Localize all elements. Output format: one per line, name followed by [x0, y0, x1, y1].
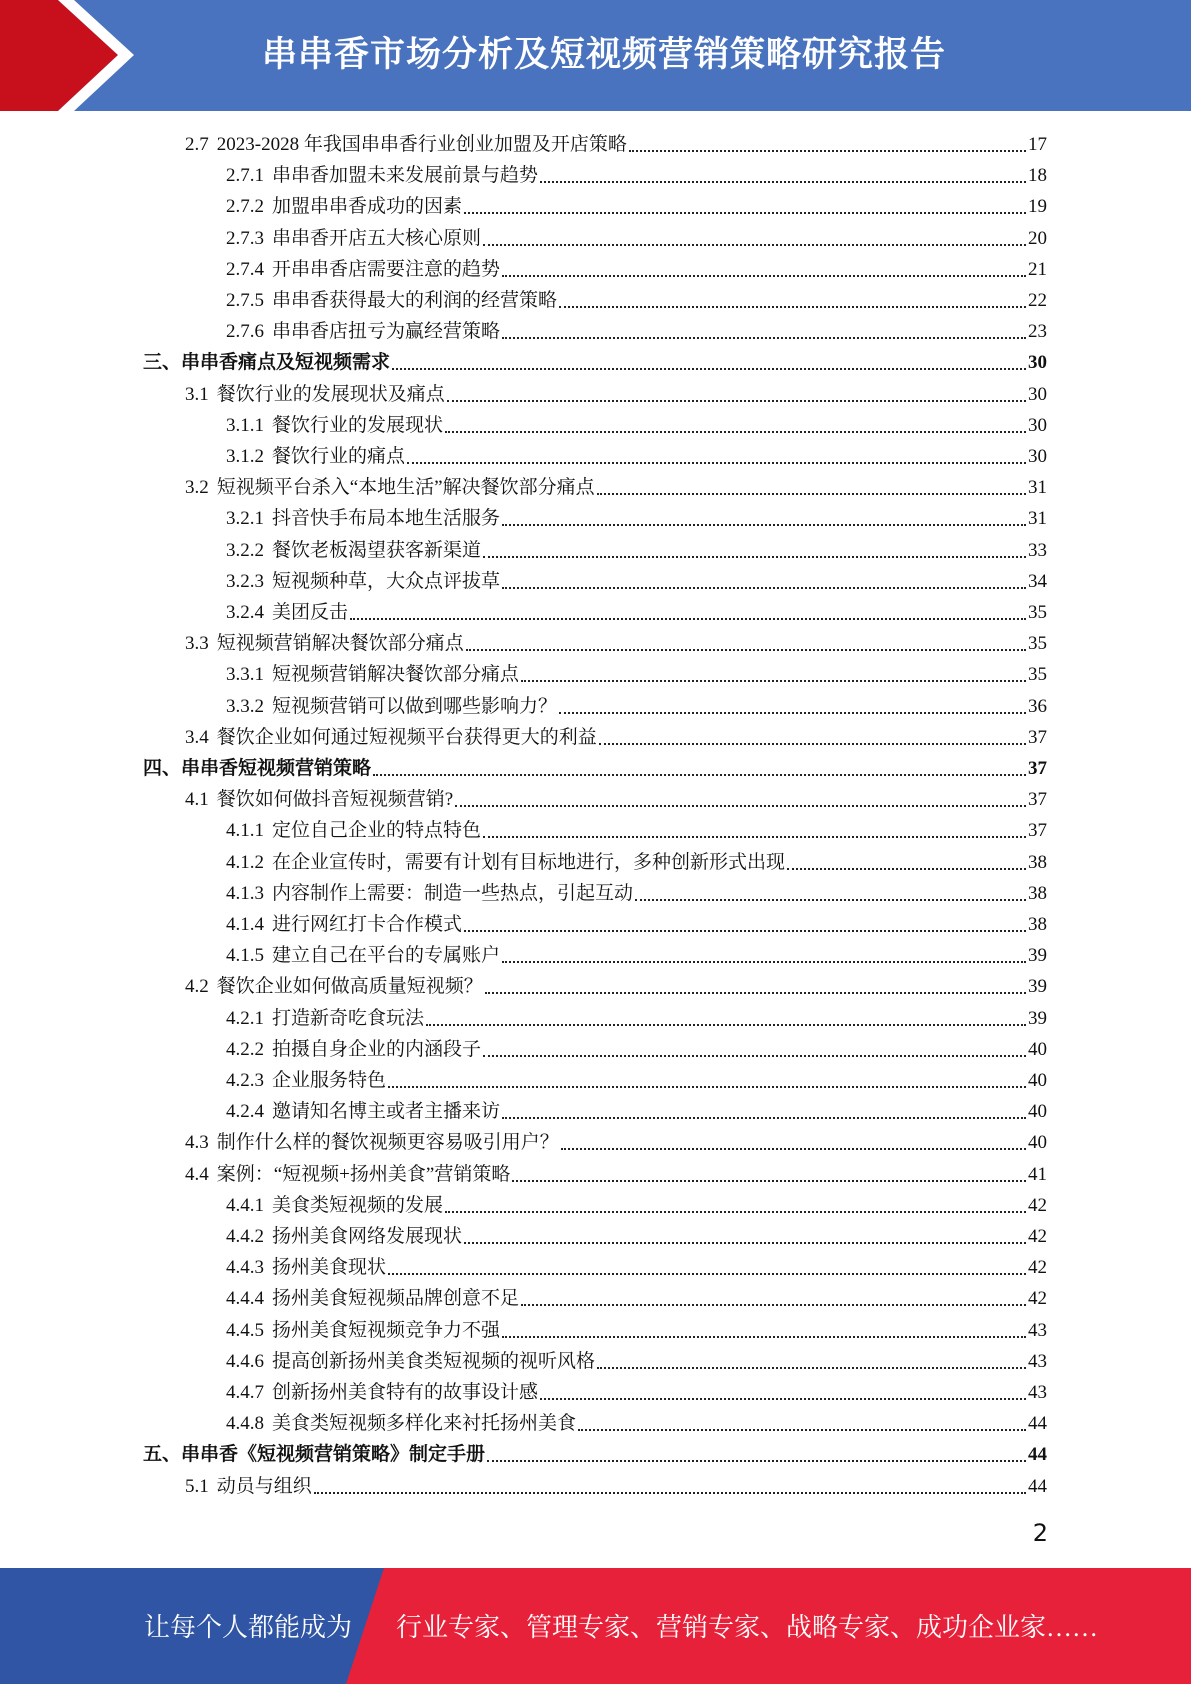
toc-dot-leader [540, 181, 1026, 183]
toc-entry[interactable] [226, 937, 1047, 968]
toc-dot-leader [578, 1429, 1026, 1431]
toc-entry-page: 42 [1028, 1257, 1047, 1279]
toc-entry-number: 4.1.3 [226, 882, 264, 904]
toc-entry-title: 餐饮行业的痛点 [272, 446, 406, 467]
toc-entry-number: 4.4.2 [226, 1226, 264, 1247]
toc-entry-page: 30 [1028, 446, 1047, 467]
toc-entry[interactable] [226, 407, 1047, 438]
toc-entry-title: 餐饮行业的发展现状 [272, 414, 444, 436]
toc-entry-page: 43 [1028, 1350, 1047, 1372]
toc-entry-page: 38 [1028, 882, 1047, 904]
toc-entry-page: 31 [1028, 477, 1047, 499]
toc-entry-number: 4.4 [185, 1163, 209, 1185]
toc-entry-page: 22 [1028, 290, 1047, 311]
toc-entry-number: 4.2.1 [226, 1007, 264, 1029]
toc-entry-page: 37 [1028, 789, 1047, 811]
toc-entry-number: 4.1.5 [226, 945, 264, 967]
toc-dot-leader [464, 1242, 1026, 1244]
report-title: 串串香市场分析及短视频营销策略研究报告 [262, 35, 947, 75]
toc-entry-title: 短视频营销可以做到哪些影响力？ [272, 695, 558, 717]
header-arrow-decoration [0, 0, 160, 111]
toc-dot-leader [561, 1148, 1026, 1150]
toc-entry[interactable] [226, 563, 1047, 594]
toc-entry-number: 4.2.2 [226, 1038, 264, 1060]
toc-entry-number: 3.3 [185, 633, 209, 655]
toc-dot-leader [445, 431, 1026, 433]
toc-entry-title: 串串香加盟未来发展前景与趋势 [272, 165, 539, 187]
toc-entry[interactable] [185, 469, 1047, 500]
toc-dot-leader [502, 587, 1026, 589]
toc-entry-number: 4.2 [185, 976, 209, 998]
toc-entry-number: 4.4.8 [226, 1413, 264, 1435]
toc-entry-page: 42 [1028, 1288, 1047, 1310]
toc-dot-leader [635, 899, 1026, 901]
toc-dot-leader [464, 212, 1026, 214]
toc-entry-title: 扬州美食短视频竞争力不强 [272, 1319, 501, 1341]
toc-entry-title: 拍摄自身企业的内涵段子 [272, 1038, 482, 1060]
toc-entry-number: 4.4.1 [226, 1194, 264, 1216]
toc-entry-title: 建立自己在平台的专属账户 [272, 945, 501, 967]
toc-entry-number: 4.4.4 [226, 1288, 264, 1310]
toc-dot-leader [521, 680, 1026, 682]
toc-entry-number: 4.1.4 [226, 914, 264, 935]
toc-entry-number: 4.4.5 [226, 1319, 264, 1341]
toc-entry-title: 扬州美食短视频品牌创意不足 [272, 1288, 520, 1310]
toc-entry[interactable] [185, 376, 1047, 407]
toc-dot-leader [350, 618, 1026, 620]
toc-entry-page: 37 [1028, 726, 1047, 748]
toc-entry[interactable] [226, 875, 1047, 906]
toc-entry-title: 三、串串香痛点及短视频需求 [143, 352, 391, 374]
toc-entry-title: 进行网红打卡合作模式 [272, 914, 463, 935]
toc-entry[interactable] [226, 157, 1047, 188]
toc-entry-title: 抖音快手布局本地生活服务 [272, 508, 501, 530]
toc-entry[interactable] [226, 688, 1047, 719]
toc-entry-title: 动员与组织 [216, 1475, 312, 1497]
toc-entry-page: 42 [1028, 1226, 1047, 1247]
toc-entry-page: 38 [1028, 851, 1047, 873]
toc-entry-number: 3.3.1 [226, 664, 264, 686]
toc-entry-page: 37 [1028, 758, 1047, 779]
toc-entry[interactable] [185, 968, 1047, 999]
toc-entry-number: 2.7.1 [226, 165, 264, 187]
toc-entry-title: 四、串串香短视频营销策略 [143, 758, 372, 779]
toc-entry-title: 短视频平台杀入“本地生活”解决餐饮部分痛点 [216, 477, 595, 499]
toc-dot-leader [502, 1336, 1026, 1338]
toc-entry-title: 串串香开店五大核心原则 [272, 227, 482, 249]
toc-entry-number: 3.1.2 [226, 446, 264, 467]
toc-entry-title: 2023-2028 年我国串串香行业创业加盟及开店策略 [216, 134, 627, 155]
toc-entry[interactable] [143, 344, 1047, 375]
toc-entry[interactable] [226, 1062, 1047, 1093]
toc-entry-title: 餐饮如何做抖音短视频营销? [216, 789, 454, 811]
toc-entry-number: 2.7.2 [226, 196, 264, 218]
toc-dot-leader [540, 1398, 1026, 1400]
toc-entry-page: 42 [1028, 1194, 1047, 1216]
toc-entry[interactable] [226, 220, 1047, 251]
toc-entry-number: 2.7 [185, 134, 209, 155]
toc-dot-leader [521, 1304, 1026, 1306]
toc-entry[interactable] [226, 1312, 1047, 1343]
toc-entry-number: 4.2.4 [226, 1101, 264, 1123]
toc-entry-title: 餐饮行业的发展现状及痛点 [216, 383, 445, 405]
toc-dot-leader [597, 493, 1026, 495]
toc-dot-leader [483, 1055, 1026, 1057]
toc-entry-title: 开串串香店需要注意的趋势 [272, 258, 501, 280]
toc-dot-leader [559, 306, 1026, 308]
toc-entry-page: 38 [1028, 914, 1047, 935]
toc-dot-leader [314, 1492, 1026, 1494]
toc-entry-title: 扬州美食网络发展现状 [272, 1226, 463, 1247]
toc-entry[interactable] [143, 750, 1047, 781]
toc-entry[interactable] [185, 1156, 1047, 1187]
toc-entry-page: 39 [1028, 976, 1047, 998]
toc-entry[interactable] [226, 282, 1047, 313]
toc-entry[interactable] [226, 188, 1047, 219]
toc-entry-number: 2.7.6 [226, 321, 264, 343]
toc-entry[interactable] [226, 532, 1047, 563]
toc-entry[interactable] [185, 1468, 1047, 1499]
page-header [0, 0, 1191, 111]
toc-dot-leader [483, 556, 1026, 558]
toc-entry-page: 35 [1028, 633, 1047, 655]
toc-entry-page: 34 [1028, 570, 1047, 592]
toc-dot-leader [388, 1086, 1026, 1088]
toc-entry[interactable] [226, 500, 1047, 531]
footer-slogan: 让每个人都能成为 [144, 1613, 353, 1642]
toc-entry-title: 美食类短视频多样化来衬托扬州美食 [272, 1413, 577, 1435]
toc-entry-page: 43 [1028, 1319, 1047, 1341]
toc-entry-number: 2.7.4 [226, 258, 264, 280]
toc-entry-number: 3.1 [185, 383, 209, 405]
toc-entry-number: 4.4.6 [226, 1350, 264, 1372]
toc-entry-page: 36 [1028, 695, 1047, 717]
toc-dot-leader [502, 275, 1026, 277]
toc-entry[interactable] [143, 1436, 1047, 1467]
toc-entry-number: 3.2.2 [226, 539, 264, 561]
toc-dot-leader [502, 524, 1026, 526]
toc-entry-number: 2.7.5 [226, 290, 264, 311]
toc-entry[interactable] [226, 1031, 1047, 1062]
footer-expert-list: 行业专家、管理专家、营销专家、战略专家、成功企业家…… [396, 1613, 1099, 1642]
toc-entry-title: 餐饮企业如何做高质量短视频？ [216, 976, 483, 998]
toc-entry[interactable] [185, 126, 1047, 157]
toc-entry[interactable] [226, 1374, 1047, 1405]
toc-entry-number: 3.2.1 [226, 508, 264, 530]
toc-entry-page: 21 [1028, 258, 1047, 280]
toc-entry-title: 创新扬州美食特有的故事设计感 [272, 1382, 539, 1403]
toc-dot-leader [373, 774, 1026, 776]
toc-entry-number: 4.3 [185, 1132, 209, 1154]
toc-entry-title: 短视频种草，大众点评拔草 [272, 570, 501, 592]
toc-entry-page: 40 [1028, 1101, 1047, 1123]
toc-dot-leader [629, 150, 1026, 152]
toc-entry-title: 美食类短视频的发展 [272, 1194, 444, 1216]
toc-entry-page: 23 [1028, 321, 1047, 343]
toc-dot-leader [464, 930, 1026, 932]
toc-entry[interactable] [185, 1124, 1047, 1155]
toc-entry-number: 3.4 [185, 726, 209, 748]
toc-entry-page: 30 [1028, 414, 1047, 436]
toc-entry[interactable] [226, 906, 1047, 937]
toc-entry[interactable] [226, 812, 1047, 843]
toc-entry-page: 17 [1028, 134, 1047, 155]
toc-entry-number: 3.1.1 [226, 414, 264, 436]
toc-entry-title: 餐饮老板渴望获客新渠道 [272, 539, 482, 561]
toc-entry-number: 4.1.1 [226, 820, 264, 842]
toc-entry-page: 44 [1028, 1413, 1047, 1435]
toc-dot-leader [388, 1273, 1026, 1275]
toc-dot-leader [407, 462, 1026, 464]
toc-dot-leader [787, 868, 1026, 870]
toc-entry-page: 39 [1028, 945, 1047, 967]
toc-entry-page: 43 [1028, 1382, 1047, 1403]
toc-entry[interactable] [185, 781, 1047, 812]
toc-entry-number: 4.1 [185, 789, 209, 811]
toc-entry-title: 案例：“短视频+扬州美食”营销策略 [216, 1163, 511, 1185]
toc-entry-page: 44 [1028, 1475, 1047, 1497]
toc-entry[interactable] [226, 1405, 1047, 1436]
toc-entry-number: 3.2.3 [226, 570, 264, 592]
toc-entry[interactable] [226, 594, 1047, 625]
toc-entry-number: 4.2.3 [226, 1070, 264, 1091]
toc-dot-leader [455, 805, 1026, 807]
toc-entry-number: 2.7.3 [226, 227, 264, 249]
toc-entry-number: 3.3.2 [226, 695, 264, 717]
toc-entry-title: 打造新奇吃食玩法 [272, 1007, 425, 1029]
toc-entry[interactable] [185, 625, 1047, 656]
toc-dot-leader [599, 743, 1026, 745]
toc-entry-title: 提高创新扬州美食类短视频的视听风格 [272, 1350, 596, 1372]
toc-entry-title: 餐饮企业如何通过短视频平台获得更大的利益 [216, 726, 597, 748]
toc-dot-leader [502, 961, 1026, 963]
toc-entry-title: 串串香店扭亏为赢经营策略 [272, 321, 501, 343]
toc-entry[interactable] [226, 1280, 1047, 1311]
toc-entry-number: 5.1 [185, 1475, 209, 1497]
toc-dot-leader [597, 1367, 1026, 1369]
toc-entry[interactable] [226, 1218, 1047, 1249]
toc-entry-title: 串串香获得最大的利润的经营策略 [272, 290, 558, 311]
page-footer [0, 1568, 1191, 1684]
toc-entry[interactable] [226, 438, 1047, 469]
toc-entry-page: 31 [1028, 508, 1047, 530]
toc-entry[interactable] [226, 313, 1047, 344]
toc-entry-page: 35 [1028, 602, 1047, 623]
toc-dot-leader [512, 1180, 1026, 1182]
toc-entry-title: 短视频营销解决餐饮部分痛点 [216, 633, 464, 655]
toc-entry-page: 40 [1028, 1070, 1047, 1091]
toc-entry-page: 30 [1028, 352, 1047, 374]
toc-dot-leader [445, 1211, 1026, 1213]
toc-entry-title: 在企业宣传时，需要有计划有目标地进行，多种创新形式出现 [272, 851, 786, 873]
toc-entry[interactable] [226, 1000, 1047, 1031]
toc-entry-page: 33 [1028, 539, 1047, 561]
toc-entry-title: 邀请知名博主或者主播来访 [272, 1101, 501, 1123]
toc-dot-leader [559, 712, 1026, 714]
toc-entry-page: 18 [1028, 165, 1047, 187]
toc-entry-number: 4.1.2 [226, 851, 264, 873]
toc-entry-page: 30 [1028, 383, 1047, 405]
toc-entry-page: 40 [1028, 1132, 1047, 1154]
toc-entry-title: 定位自己企业的特点特色 [272, 820, 482, 842]
toc-entry-page: 39 [1028, 1007, 1047, 1029]
toc-entry[interactable] [226, 1187, 1047, 1218]
toc-entry-number: 4.4.3 [226, 1257, 264, 1279]
toc-entry[interactable] [185, 719, 1047, 750]
toc-dot-leader [426, 1024, 1026, 1026]
toc-entry-title: 五、串串香《短视频营销策略》制定手册 [143, 1444, 486, 1466]
toc-entry-title: 扬州美食现状 [272, 1257, 387, 1279]
toc-entry-page: 19 [1028, 196, 1047, 218]
toc-dot-leader [483, 244, 1026, 246]
toc-entry-title: 制作什么样的餐饮视频更容易吸引用户？ [216, 1132, 559, 1154]
toc-entry-page: 35 [1028, 664, 1047, 686]
toc-entry-title: 美团反击 [272, 602, 349, 623]
page-number: 2 [1032, 1519, 1048, 1547]
toc-dot-leader [487, 1460, 1026, 1462]
toc-entry-title: 加盟串串香成功的因素 [272, 196, 463, 218]
toc-entry-title: 内容制作上需要：制造一些热点，引起互动 [272, 882, 634, 904]
toc-entry-number: 3.2 [185, 477, 209, 499]
toc-entry-page: 41 [1028, 1163, 1047, 1185]
toc-entry-title: 企业服务特色 [272, 1070, 387, 1091]
toc-entry[interactable] [226, 1249, 1047, 1280]
toc-dot-leader [502, 1117, 1026, 1119]
toc-entry-page: 44 [1028, 1444, 1047, 1466]
toc-entry[interactable] [226, 844, 1047, 875]
toc-dot-leader [502, 337, 1026, 339]
toc-dot-leader [483, 836, 1026, 838]
toc-entry[interactable] [226, 1093, 1047, 1124]
toc-dot-leader [447, 400, 1026, 402]
toc-entry-number: 3.2.4 [226, 602, 264, 623]
toc-entry-page: 40 [1028, 1038, 1047, 1060]
toc-entry-title: 短视频营销解决餐饮部分痛点 [272, 664, 520, 686]
toc-entry-page: 20 [1028, 227, 1047, 249]
toc-entry[interactable] [226, 251, 1047, 282]
toc-dot-leader [392, 368, 1026, 370]
toc-dot-leader [466, 649, 1026, 651]
toc-entry-number: 4.4.7 [226, 1382, 264, 1403]
toc-entry[interactable] [226, 656, 1047, 687]
toc-dot-leader [485, 992, 1026, 994]
toc-entry[interactable] [226, 1343, 1047, 1374]
toc-entry-page: 37 [1028, 820, 1047, 842]
